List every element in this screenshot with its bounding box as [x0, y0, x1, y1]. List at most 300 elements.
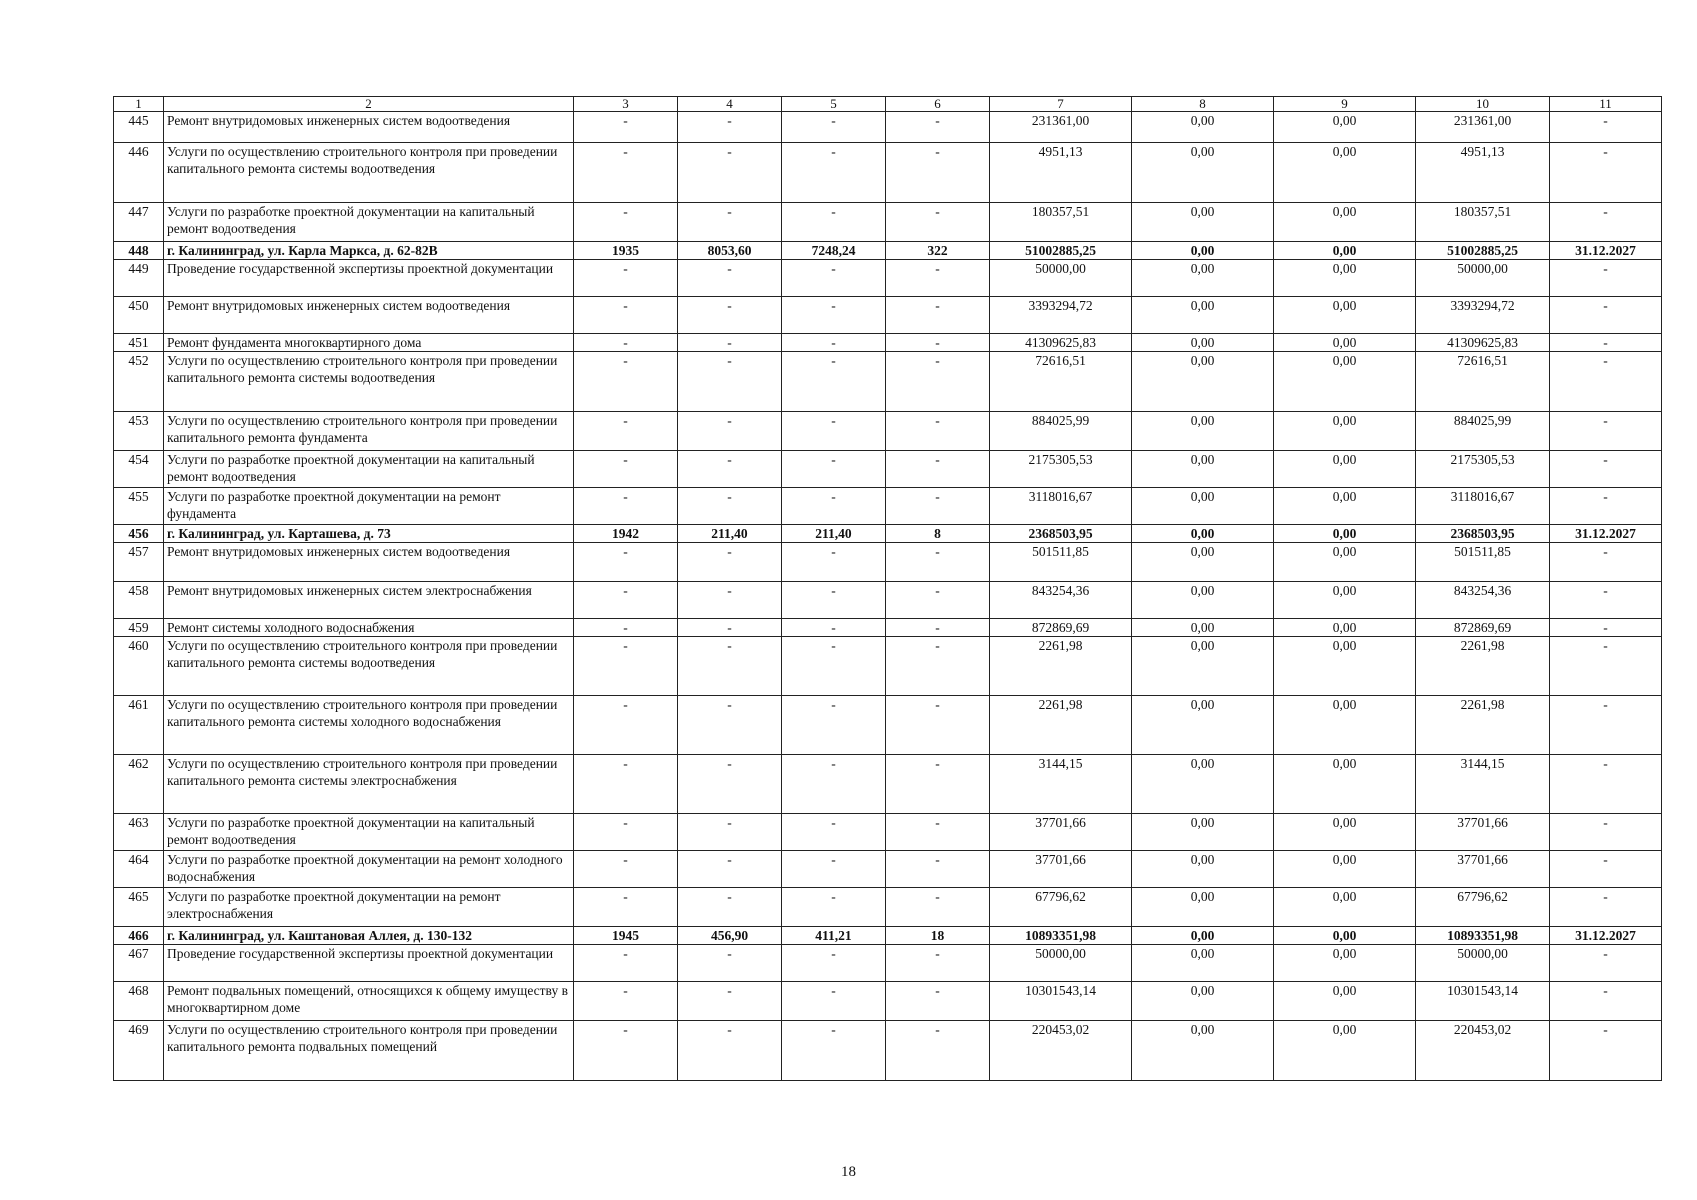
value-cell-c9: 0,00 [1274, 412, 1416, 451]
value-cell-c3: - [574, 619, 678, 637]
value-cell-c9: 0,00 [1274, 260, 1416, 297]
value-cell-c9: 0,00 [1274, 851, 1416, 888]
value-cell-c9: 0,00 [1274, 297, 1416, 334]
value-cell-c7: 3144,15 [990, 755, 1132, 814]
work-description-cell: Ремонт подвальных помещений, относящихся к общему имуществу в многоквартирном доме [164, 982, 574, 1021]
value-cell-c3: - [574, 412, 678, 451]
work-description-cell: Проведение государственной экспертизы проектной документации [164, 945, 574, 982]
value-cell-c10: 180357,51 [1416, 203, 1550, 242]
value-cell-c11: - [1550, 888, 1662, 927]
value-cell-c9: 0,00 [1274, 242, 1416, 260]
value-cell-c8: 0,00 [1132, 851, 1274, 888]
value-cell-c5: - [782, 260, 886, 297]
value-cell-c3: - [574, 143, 678, 203]
value-cell-c7: 231361,00 [990, 112, 1132, 143]
value-cell-c11: - [1550, 488, 1662, 525]
row-number-cell: 467 [114, 945, 164, 982]
value-cell-c5: - [782, 543, 886, 582]
value-cell-c9: 0,00 [1274, 143, 1416, 203]
table-body [114, 97, 1662, 1081]
work-description-cell: Ремонт фундамента многоквартирного дома [164, 334, 574, 352]
value-cell-c8: 0,00 [1132, 451, 1274, 488]
value-cell-c9: 0,00 [1274, 637, 1416, 696]
value-cell-c9: 0,00 [1274, 543, 1416, 582]
work-description-cell: Услуги по осуществлению строительного контроля при проведении капитального ремонта фундамента [164, 412, 574, 451]
value-cell-c6: - [886, 696, 990, 755]
value-cell-c8: 0,00 [1132, 755, 1274, 814]
value-cell-c4: - [678, 582, 782, 619]
value-cell-c7: 843254,36 [990, 582, 1132, 619]
table-row [114, 334, 1662, 352]
value-cell-c6: - [886, 451, 990, 488]
row-number-cell: 447 [114, 203, 164, 242]
work-description-cell: Услуги по осуществлению строительного контроля при проведении капитального ремонта системы водоотведения [164, 143, 574, 203]
header-cell: 9 [1274, 97, 1416, 112]
value-cell-c5: - [782, 334, 886, 352]
value-cell-c6: - [886, 1021, 990, 1081]
value-cell-c4: - [678, 755, 782, 814]
value-cell-c6: 8 [886, 525, 990, 543]
value-cell-c11: - [1550, 1021, 1662, 1081]
row-number-cell: 468 [114, 982, 164, 1021]
header-cell: 6 [886, 97, 990, 112]
row-number-cell: 458 [114, 582, 164, 619]
value-cell-c5: 411,21 [782, 927, 886, 945]
work-description-cell: Ремонт внутридомовых инженерных систем водоотведения [164, 297, 574, 334]
row-number-cell: 457 [114, 543, 164, 582]
row-number-cell: 459 [114, 619, 164, 637]
row-number-cell: 452 [114, 352, 164, 412]
value-cell-c5: 211,40 [782, 525, 886, 543]
value-cell-c4: - [678, 945, 782, 982]
value-cell-c10: 220453,02 [1416, 1021, 1550, 1081]
value-cell-c7: 50000,00 [990, 945, 1132, 982]
value-cell-c8: 0,00 [1132, 143, 1274, 203]
table-row [114, 112, 1662, 143]
value-cell-c5: - [782, 945, 886, 982]
value-cell-c5: - [782, 582, 886, 619]
value-cell-c9: 0,00 [1274, 525, 1416, 543]
value-cell-c11: - [1550, 637, 1662, 696]
value-cell-c9: 0,00 [1274, 619, 1416, 637]
row-number-cell: 456 [114, 525, 164, 543]
value-cell-c6: - [886, 112, 990, 143]
header-cell: 11 [1550, 97, 1662, 112]
value-cell-c6: - [886, 619, 990, 637]
register-sheet [113, 96, 1661, 1081]
row-number-cell: 454 [114, 451, 164, 488]
value-cell-c10: 843254,36 [1416, 582, 1550, 619]
value-cell-c11: - [1550, 203, 1662, 242]
value-cell-c8: 0,00 [1132, 888, 1274, 927]
table-row [114, 543, 1662, 582]
row-number-cell: 461 [114, 696, 164, 755]
value-cell-c5: 7248,24 [782, 242, 886, 260]
value-cell-c8: 0,00 [1132, 814, 1274, 851]
row-number-cell: 455 [114, 488, 164, 525]
table-row [114, 203, 1662, 242]
value-cell-c6: - [886, 260, 990, 297]
value-cell-c4: - [678, 451, 782, 488]
value-cell-c10: 2368503,95 [1416, 525, 1550, 543]
value-cell-c11: 31.12.2027 [1550, 525, 1662, 543]
row-number-cell: 451 [114, 334, 164, 352]
value-cell-c10: 2175305,53 [1416, 451, 1550, 488]
value-cell-c7: 50000,00 [990, 260, 1132, 297]
value-cell-c10: 2261,98 [1416, 696, 1550, 755]
value-cell-c3: - [574, 451, 678, 488]
value-cell-c3: - [574, 352, 678, 412]
value-cell-c3: - [574, 637, 678, 696]
value-cell-c8: 0,00 [1132, 260, 1274, 297]
address-cell: г. Калининград, ул. Карташева, д. 73 [164, 525, 574, 543]
address-cell: г. Калининград, ул. Каштановая Аллея, д. 130-132 [164, 927, 574, 945]
value-cell-c3: - [574, 755, 678, 814]
value-cell-c4: - [678, 696, 782, 755]
table-row [114, 696, 1662, 755]
value-cell-c4: - [678, 297, 782, 334]
row-number-cell: 466 [114, 927, 164, 945]
value-cell-c4: - [678, 543, 782, 582]
value-cell-c10: 4951,13 [1416, 143, 1550, 203]
value-cell-c5: - [782, 203, 886, 242]
value-cell-c8: 0,00 [1132, 543, 1274, 582]
value-cell-c9: 0,00 [1274, 352, 1416, 412]
value-cell-c6: - [886, 334, 990, 352]
value-cell-c6: - [886, 755, 990, 814]
row-number-cell: 463 [114, 814, 164, 851]
value-cell-c10: 50000,00 [1416, 260, 1550, 297]
work-description-cell: Услуги по разработке проектной документации на капитальный ремонт водоотведения [164, 203, 574, 242]
work-description-cell: Ремонт внутридомовых инженерных систем электроснабжения [164, 582, 574, 619]
row-number-cell: 460 [114, 637, 164, 696]
value-cell-c10: 231361,00 [1416, 112, 1550, 143]
value-cell-c4: - [678, 637, 782, 696]
value-cell-c5: - [782, 637, 886, 696]
value-cell-c7: 67796,62 [990, 888, 1132, 927]
value-cell-c10: 41309625,83 [1416, 334, 1550, 352]
address-cell: г. Калининград, ул. Карла Маркса, д. 62-82В [164, 242, 574, 260]
value-cell-c5: - [782, 297, 886, 334]
value-cell-c7: 2261,98 [990, 696, 1132, 755]
value-cell-c6: - [886, 352, 990, 412]
value-cell-c9: 0,00 [1274, 488, 1416, 525]
value-cell-c4: - [678, 334, 782, 352]
value-cell-c10: 3118016,67 [1416, 488, 1550, 525]
value-cell-c7: 220453,02 [990, 1021, 1132, 1081]
value-cell-c9: 0,00 [1274, 888, 1416, 927]
value-cell-c7: 41309625,83 [990, 334, 1132, 352]
table-row [114, 755, 1662, 814]
value-cell-c8: 0,00 [1132, 945, 1274, 982]
value-cell-c4: 211,40 [678, 525, 782, 543]
value-cell-c7: 884025,99 [990, 412, 1132, 451]
repair-register-table [113, 96, 1662, 1081]
value-cell-c11: 31.12.2027 [1550, 242, 1662, 260]
value-cell-c9: 0,00 [1274, 814, 1416, 851]
value-cell-c5: - [782, 888, 886, 927]
value-cell-c11: - [1550, 334, 1662, 352]
value-cell-c7: 10893351,98 [990, 927, 1132, 945]
value-cell-c3: - [574, 1021, 678, 1081]
value-cell-c7: 37701,66 [990, 851, 1132, 888]
value-cell-c8: 0,00 [1132, 203, 1274, 242]
value-cell-c10: 37701,66 [1416, 851, 1550, 888]
value-cell-c3: - [574, 945, 678, 982]
value-cell-c5: - [782, 814, 886, 851]
value-cell-c8: 0,00 [1132, 242, 1274, 260]
work-description-cell: Услуги по осуществлению строительного контроля при проведении капитального ремонта системы водоотведения [164, 352, 574, 412]
value-cell-c8: 0,00 [1132, 412, 1274, 451]
value-cell-c4: - [678, 888, 782, 927]
value-cell-c6: 322 [886, 242, 990, 260]
value-cell-c6: - [886, 582, 990, 619]
value-cell-c5: - [782, 412, 886, 451]
value-cell-c11: - [1550, 619, 1662, 637]
value-cell-c10: 37701,66 [1416, 814, 1550, 851]
table-row [114, 412, 1662, 451]
value-cell-c5: - [782, 619, 886, 637]
value-cell-c4: - [678, 814, 782, 851]
value-cell-c8: 0,00 [1132, 1021, 1274, 1081]
value-cell-c6: - [886, 543, 990, 582]
value-cell-c9: 0,00 [1274, 927, 1416, 945]
value-cell-c8: 0,00 [1132, 619, 1274, 637]
value-cell-c9: 0,00 [1274, 451, 1416, 488]
value-cell-c3: 1942 [574, 525, 678, 543]
row-number-cell: 464 [114, 851, 164, 888]
row-number-cell: 453 [114, 412, 164, 451]
value-cell-c9: 0,00 [1274, 696, 1416, 755]
value-cell-c4: - [678, 352, 782, 412]
address-row [114, 927, 1662, 945]
work-description-cell: Услуги по осуществлению строительного контроля при проведении капитального ремонта системы водоотведения [164, 637, 574, 696]
value-cell-c7: 2368503,95 [990, 525, 1132, 543]
value-cell-c10: 72616,51 [1416, 352, 1550, 412]
value-cell-c3: - [574, 814, 678, 851]
row-number-cell: 469 [114, 1021, 164, 1081]
value-cell-c7: 2261,98 [990, 637, 1132, 696]
value-cell-c7: 180357,51 [990, 203, 1132, 242]
value-cell-c3: - [574, 543, 678, 582]
value-cell-c4: 8053,60 [678, 242, 782, 260]
value-cell-c9: 0,00 [1274, 755, 1416, 814]
work-description-cell: Ремонт системы холодного водоснабжения [164, 619, 574, 637]
value-cell-c5: - [782, 488, 886, 525]
value-cell-c5: - [782, 112, 886, 143]
work-description-cell: Услуги по осуществлению строительного контроля при проведении капитального ремонта подвальных помещений [164, 1021, 574, 1081]
value-cell-c6: 18 [886, 927, 990, 945]
value-cell-c10: 10893351,98 [1416, 927, 1550, 945]
value-cell-c5: - [782, 982, 886, 1021]
value-cell-c6: - [886, 888, 990, 927]
value-cell-c5: - [782, 352, 886, 412]
value-cell-c11: - [1550, 814, 1662, 851]
header-cell: 8 [1132, 97, 1274, 112]
value-cell-c11: - [1550, 945, 1662, 982]
value-cell-c9: 0,00 [1274, 982, 1416, 1021]
value-cell-c7: 37701,66 [990, 814, 1132, 851]
value-cell-c10: 884025,99 [1416, 412, 1550, 451]
table-row [114, 619, 1662, 637]
value-cell-c8: 0,00 [1132, 352, 1274, 412]
value-cell-c6: - [886, 412, 990, 451]
value-cell-c8: 0,00 [1132, 297, 1274, 334]
value-cell-c7: 51002885,25 [990, 242, 1132, 260]
value-cell-c5: - [782, 1021, 886, 1081]
header-cell: 1 [114, 97, 164, 112]
value-cell-c5: - [782, 451, 886, 488]
work-description-cell: Услуги по разработке проектной документации на ремонт холодного водоснабжения [164, 851, 574, 888]
value-cell-c8: 0,00 [1132, 582, 1274, 619]
value-cell-c11: - [1550, 352, 1662, 412]
value-cell-c3: - [574, 696, 678, 755]
value-cell-c4: - [678, 412, 782, 451]
row-number-cell: 446 [114, 143, 164, 203]
value-cell-c6: - [886, 297, 990, 334]
row-number-cell: 465 [114, 888, 164, 927]
value-cell-c10: 51002885,25 [1416, 242, 1550, 260]
work-description-cell: Услуги по осуществлению строительного контроля при проведении капитального ремонта системы электроснабжения [164, 755, 574, 814]
value-cell-c3: - [574, 334, 678, 352]
value-cell-c11: - [1550, 543, 1662, 582]
value-cell-c7: 872869,69 [990, 619, 1132, 637]
value-cell-c9: 0,00 [1274, 1021, 1416, 1081]
table-row [114, 637, 1662, 696]
value-cell-c11: - [1550, 755, 1662, 814]
value-cell-c6: - [886, 203, 990, 242]
header-cell: 4 [678, 97, 782, 112]
value-cell-c9: 0,00 [1274, 203, 1416, 242]
work-description-cell: Услуги по разработке проектной документации на капитальный ремонт водоотведения [164, 814, 574, 851]
value-cell-c6: - [886, 851, 990, 888]
header-cell: 5 [782, 97, 886, 112]
work-description-cell: Услуги по осуществлению строительного контроля при проведении капитального ремонта системы холодного водоснабжения [164, 696, 574, 755]
value-cell-c10: 3144,15 [1416, 755, 1550, 814]
value-cell-c3: 1935 [574, 242, 678, 260]
value-cell-c6: - [886, 982, 990, 1021]
value-cell-c6: - [886, 637, 990, 696]
value-cell-c8: 0,00 [1132, 334, 1274, 352]
value-cell-c10: 2261,98 [1416, 637, 1550, 696]
value-cell-c6: - [886, 814, 990, 851]
value-cell-c4: - [678, 982, 782, 1021]
value-cell-c4: - [678, 851, 782, 888]
value-cell-c11: - [1550, 412, 1662, 451]
value-cell-c3: - [574, 260, 678, 297]
value-cell-c8: 0,00 [1132, 525, 1274, 543]
value-cell-c11: - [1550, 451, 1662, 488]
value-cell-c7: 501511,85 [990, 543, 1132, 582]
value-cell-c4: - [678, 260, 782, 297]
value-cell-c3: - [574, 582, 678, 619]
value-cell-c10: 501511,85 [1416, 543, 1550, 582]
value-cell-c9: 0,00 [1274, 945, 1416, 982]
table-row [114, 982, 1662, 1021]
value-cell-c8: 0,00 [1132, 927, 1274, 945]
header-cell: 3 [574, 97, 678, 112]
table-row [114, 488, 1662, 525]
table-row [114, 888, 1662, 927]
value-cell-c7: 3393294,72 [990, 297, 1132, 334]
value-cell-c3: - [574, 851, 678, 888]
row-number-cell: 445 [114, 112, 164, 143]
value-cell-c11: 31.12.2027 [1550, 927, 1662, 945]
row-number-cell: 450 [114, 297, 164, 334]
value-cell-c11: - [1550, 696, 1662, 755]
value-cell-c10: 3393294,72 [1416, 297, 1550, 334]
value-cell-c3: - [574, 982, 678, 1021]
value-cell-c11: - [1550, 982, 1662, 1021]
work-description-cell: Услуги по разработке проектной документации на ремонт электроснабжения [164, 888, 574, 927]
value-cell-c4: - [678, 112, 782, 143]
value-cell-c11: - [1550, 260, 1662, 297]
value-cell-c7: 4951,13 [990, 143, 1132, 203]
value-cell-c5: - [782, 143, 886, 203]
page-number: 18 [841, 1164, 856, 1180]
value-cell-c3: - [574, 297, 678, 334]
address-row [114, 525, 1662, 543]
work-description-cell: Услуги по разработке проектной документации на ремонт фундамента [164, 488, 574, 525]
value-cell-c10: 50000,00 [1416, 945, 1550, 982]
header-cell: 7 [990, 97, 1132, 112]
value-cell-c11: - [1550, 112, 1662, 143]
table-row [114, 260, 1662, 297]
header-cell: 2 [164, 97, 574, 112]
table-row [114, 451, 1662, 488]
value-cell-c8: 0,00 [1132, 112, 1274, 143]
value-cell-c8: 0,00 [1132, 488, 1274, 525]
value-cell-c5: - [782, 755, 886, 814]
value-cell-c4: - [678, 1021, 782, 1081]
table-row [114, 851, 1662, 888]
value-cell-c7: 3118016,67 [990, 488, 1132, 525]
value-cell-c3: 1945 [574, 927, 678, 945]
table-row [114, 814, 1662, 851]
value-cell-c9: 0,00 [1274, 582, 1416, 619]
address-row [114, 242, 1662, 260]
value-cell-c10: 872869,69 [1416, 619, 1550, 637]
table-row [114, 945, 1662, 982]
value-cell-c8: 0,00 [1132, 982, 1274, 1021]
value-cell-c11: - [1550, 851, 1662, 888]
value-cell-c7: 72616,51 [990, 352, 1132, 412]
value-cell-c4: - [678, 488, 782, 525]
row-number-cell: 462 [114, 755, 164, 814]
value-cell-c5: - [782, 851, 886, 888]
row-number-cell: 448 [114, 242, 164, 260]
value-cell-c3: - [574, 888, 678, 927]
table-row [114, 582, 1662, 619]
value-cell-c3: - [574, 203, 678, 242]
value-cell-c9: 0,00 [1274, 112, 1416, 143]
value-cell-c10: 10301543,14 [1416, 982, 1550, 1021]
value-cell-c10: 67796,62 [1416, 888, 1550, 927]
value-cell-c4: - [678, 143, 782, 203]
value-cell-c7: 2175305,53 [990, 451, 1132, 488]
value-cell-c7: 10301543,14 [990, 982, 1132, 1021]
work-description-cell: Ремонт внутридомовых инженерных систем водоотведения [164, 543, 574, 582]
value-cell-c3: - [574, 488, 678, 525]
value-cell-c5: - [782, 696, 886, 755]
work-description-cell: Услуги по разработке проектной документации на капитальный ремонт водоотведения [164, 451, 574, 488]
value-cell-c8: 0,00 [1132, 696, 1274, 755]
row-number-cell: 449 [114, 260, 164, 297]
value-cell-c11: - [1550, 143, 1662, 203]
value-cell-c9: 0,00 [1274, 334, 1416, 352]
value-cell-c6: - [886, 143, 990, 203]
value-cell-c4: - [678, 203, 782, 242]
